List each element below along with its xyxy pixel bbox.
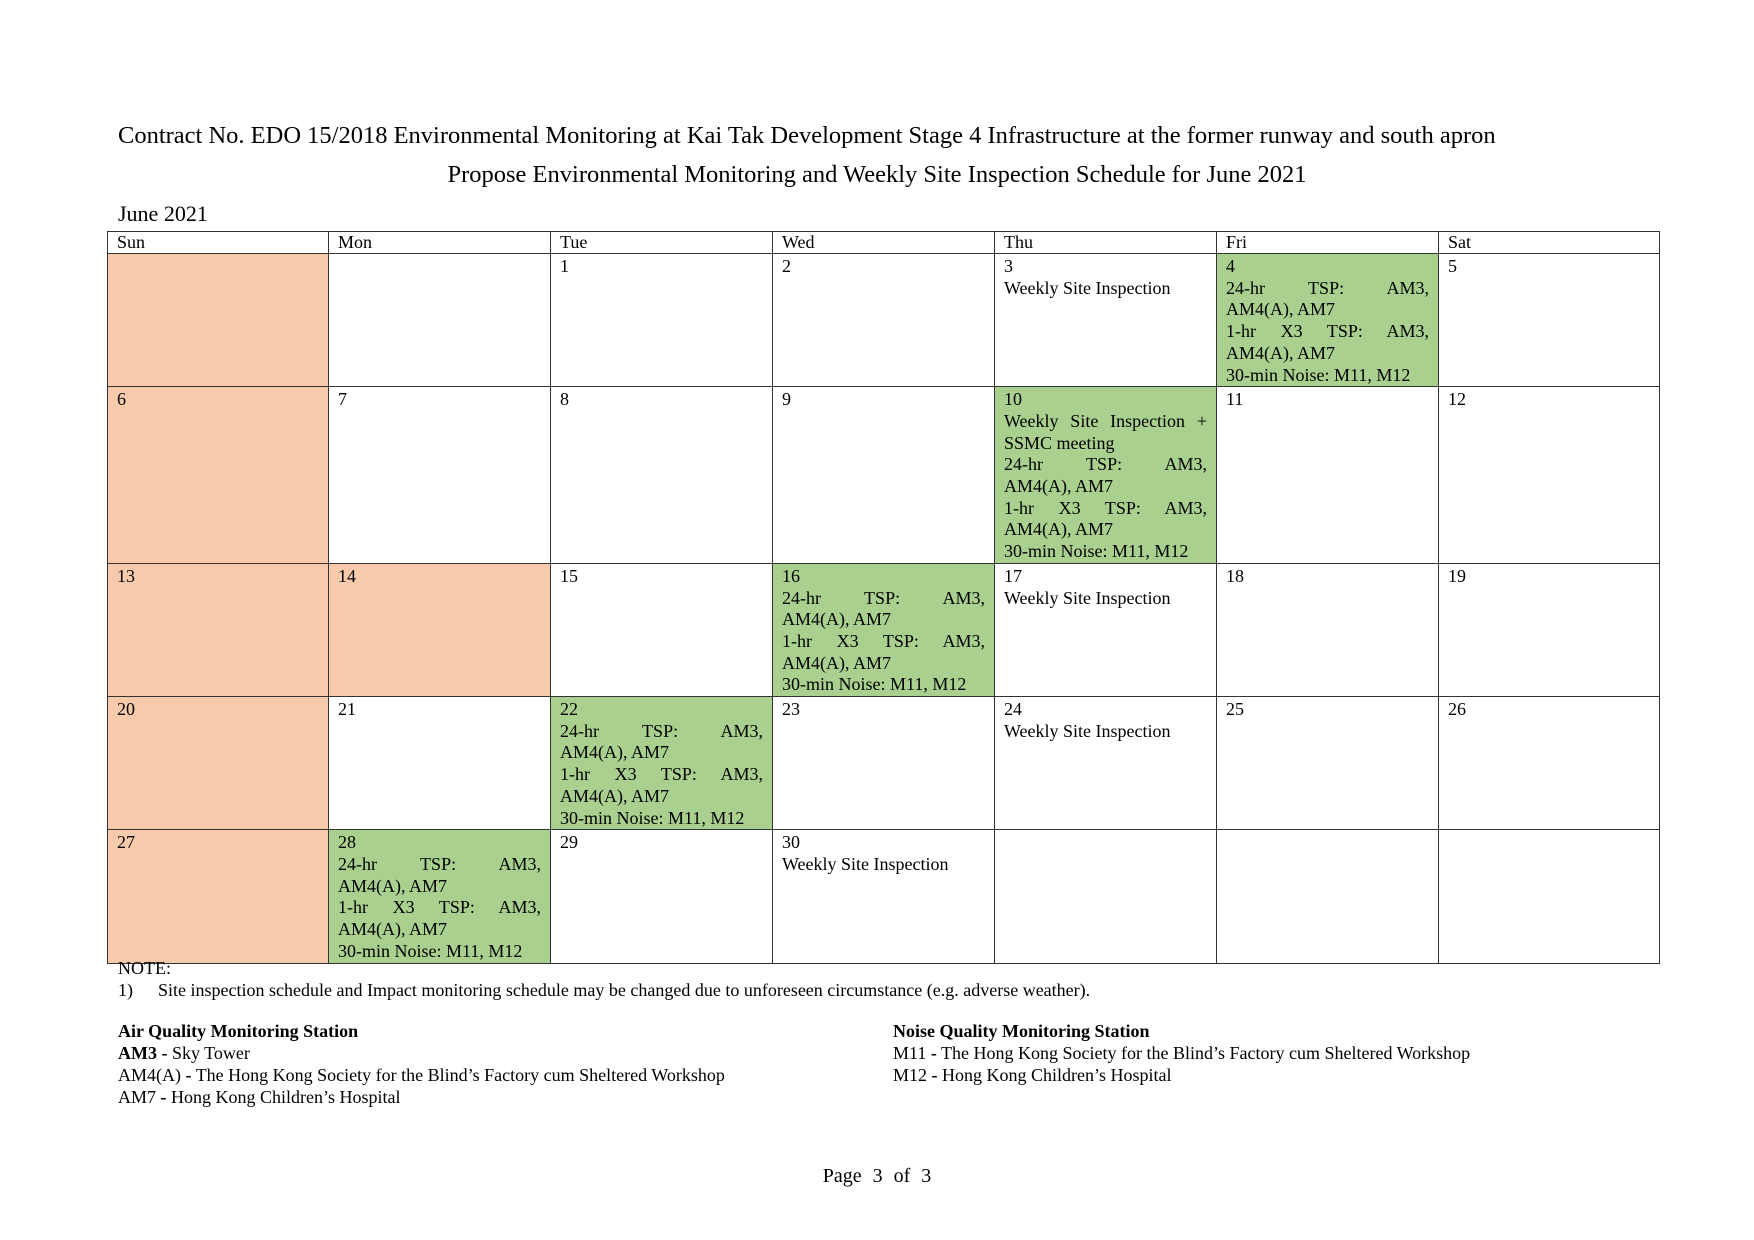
schedule-event: Weekly Site Inspection [1004, 720, 1171, 741]
legend-item: AM3 - Sky Tower [118, 1043, 250, 1063]
day-number: 4 [1226, 256, 1235, 276]
air-quality-legend [118, 1020, 725, 1108]
schedule-event: Weekly Site Inspection + [1004, 410, 1207, 431]
calendar-week-row [108, 254, 1660, 387]
air-legend-heading: Air Quality Monitoring Station [118, 1021, 359, 1041]
day-number: 13 [117, 565, 135, 586]
calendar-day-cell [995, 563, 1217, 696]
day-number: 11 [1226, 389, 1244, 410]
calendar-day-cell [995, 254, 1217, 387]
calendar-day-cell [551, 254, 773, 387]
schedule-event: AM4(A), AM7 [782, 652, 892, 673]
day-number: 30 [782, 832, 800, 853]
schedule-event: 24-hr TSP: AM3, [1226, 277, 1429, 298]
day-number: 1 [560, 256, 569, 276]
day-number: 3 [1004, 256, 1013, 276]
calendar-day-cell [1439, 830, 1660, 963]
schedule-event: 30-min Noise: M11, M12 [1226, 364, 1411, 385]
document-subtitle: Propose Environmental Monitoring and Weekly Site Inspection Schedule for June 2021 [447, 161, 1307, 188]
day-number: 22 [560, 699, 578, 720]
station-code: M12 [893, 1065, 928, 1085]
calendar-day-cell [773, 563, 995, 696]
schedule-event: 24-hr TSP: AM3, [560, 720, 763, 741]
day-number: 6 [117, 389, 126, 410]
calendar-day-cell [1217, 830, 1439, 963]
weekday-header: Sun [108, 232, 329, 254]
month-label: June 2021 [118, 201, 208, 226]
day-number: 26 [1448, 699, 1466, 720]
legend-item: M11 - The Hong Kong Society for the Blind’s Factory cum Sheltered Workshop [893, 1043, 1471, 1063]
calendar-day-cell [995, 697, 1217, 830]
calendar-day-cell [1217, 254, 1439, 387]
schedule-event: Weekly Site Inspection [1004, 587, 1171, 608]
note-text: Site inspection schedule and Impact monitoring schedule may be changed due to unforeseen circumstance (e.g. adverse weather). [158, 980, 1091, 1000]
weekday-header-row [108, 232, 1660, 254]
schedule-event: 1-hr X3 TSP: AM3, [782, 630, 985, 651]
weekday-header: Thu [995, 232, 1217, 254]
schedule-event: Weekly Site Inspection [1004, 277, 1171, 298]
calendar-day-cell [329, 697, 551, 830]
day-number: 16 [782, 565, 800, 586]
schedule-event: 1-hr X3 TSP: AM3, [1226, 321, 1429, 342]
schedule-event: AM4(A), AM7 [338, 875, 448, 896]
noise-quality-legend [893, 1020, 1470, 1086]
calendar-day-cell [108, 563, 329, 696]
day-number: 14 [338, 565, 356, 586]
schedule-event: SSMC meeting [1004, 432, 1115, 453]
calendar-week-row [108, 830, 1660, 963]
calendar-day-cell [329, 830, 551, 963]
calendar-day-cell [551, 563, 773, 696]
weekday-header: Fri [1217, 232, 1439, 254]
schedule-event: AM4(A), AM7 [1226, 299, 1336, 320]
document-title: Contract No. EDO 15/2018 Environmental Monitoring at Kai Tak Development Stage 4 Infrastructure at the former runway and south apron [118, 122, 1496, 149]
day-number: 7 [338, 389, 347, 410]
day-number: 28 [338, 832, 356, 853]
schedule-event: 30-min Noise: M11, M12 [560, 807, 745, 828]
calendar-day-cell [1217, 563, 1439, 696]
noise-legend-heading: Noise Quality Monitoring Station [893, 1021, 1150, 1041]
station-desc: The Hong Kong Society for the Blind’s Factory cum Sheltered Workshop [941, 1043, 1471, 1063]
legend-item: M12 - Hong Kong Children’s Hospital [893, 1065, 1172, 1085]
notes-heading: NOTE: [118, 958, 171, 978]
schedule-event: AM4(A), AM7 [560, 785, 670, 806]
weekday-header: Mon [329, 232, 551, 254]
calendar-day-cell [1439, 697, 1660, 830]
calendar-day-cell [1439, 563, 1660, 696]
calendar-day-cell [108, 830, 329, 963]
calendar-day-cell [1439, 254, 1660, 387]
schedule-event: AM4(A), AM7 [1226, 342, 1336, 363]
page-footer: Page 3 of 3 [822, 1165, 932, 1187]
calendar-day-cell [773, 697, 995, 830]
day-number: 18 [1226, 565, 1244, 586]
calendar-day-cell [1217, 697, 1439, 830]
calendar-table [107, 231, 1660, 964]
schedule-event: 30-min Noise: M11, M12 [782, 674, 967, 695]
day-number: 29 [560, 832, 578, 853]
day-number: 2 [782, 256, 791, 276]
calendar-day-cell [108, 697, 329, 830]
calendar-day-cell [329, 387, 551, 564]
schedule-event: 1-hr X3 TSP: AM3, [338, 897, 541, 918]
weekday-header: Wed [773, 232, 995, 254]
schedule-event: AM4(A), AM7 [782, 609, 892, 630]
calendar-day-cell [773, 387, 995, 564]
station-code: AM7 [118, 1087, 157, 1107]
schedule-event: 24-hr TSP: AM3, [338, 853, 541, 874]
schedule-event: 24-hr TSP: AM3, [1004, 454, 1207, 475]
station-desc: The Hong Kong Society for the Blind’s Factory cum Sheltered Workshop [195, 1065, 725, 1085]
note-item [118, 979, 1090, 1001]
day-number: 9 [782, 389, 791, 410]
day-number: 27 [117, 832, 135, 853]
station-code: AM3 [118, 1043, 157, 1063]
schedule-event: AM4(A), AM7 [338, 919, 448, 940]
station-code: AM4(A) [118, 1065, 181, 1085]
day-number: 25 [1226, 699, 1244, 720]
calendar-day-cell [995, 387, 1217, 564]
calendar-day-cell [551, 697, 773, 830]
weekday-header: Tue [551, 232, 773, 254]
schedule-event: AM4(A), AM7 [1004, 476, 1114, 497]
day-number: 5 [1448, 256, 1457, 276]
notes-section [118, 957, 1090, 1001]
schedule-event: AM4(A), AM7 [1004, 519, 1114, 540]
day-number: 21 [338, 699, 356, 720]
calendar-day-cell [995, 830, 1217, 963]
day-number: 12 [1448, 389, 1466, 410]
schedule-event: 30-min Noise: M11, M12 [1004, 541, 1189, 562]
day-number: 17 [1004, 565, 1022, 586]
schedule-event: 1-hr X3 TSP: AM3, [560, 764, 763, 785]
calendar-day-cell [551, 387, 773, 564]
schedule-event: 1-hr X3 TSP: AM3, [1004, 497, 1207, 518]
calendar-week-row [108, 697, 1660, 830]
weekday-header: Sat [1439, 232, 1660, 254]
schedule-event: Weekly Site Inspection [782, 853, 949, 874]
calendar-week-row [108, 563, 1660, 696]
calendar-day-cell [329, 254, 551, 387]
day-number: 15 [560, 565, 578, 586]
calendar-day-cell [551, 830, 773, 963]
schedule-event: 30-min Noise: M11, M12 [338, 940, 523, 961]
calendar-day-cell [108, 387, 329, 564]
calendar-day-cell [108, 254, 329, 387]
day-number: 10 [1004, 389, 1022, 410]
calendar-week-row [108, 387, 1660, 564]
schedule-event: AM4(A), AM7 [560, 742, 670, 763]
note-number: 1) [118, 980, 133, 1000]
day-number: 19 [1448, 565, 1466, 586]
day-number: 8 [560, 389, 569, 410]
station-desc: Hong Kong Children’s Hospital [171, 1087, 401, 1107]
calendar-day-cell [773, 254, 995, 387]
legend-item: AM4(A) - The Hong Kong Society for the Blind’s Factory cum Sheltered Workshop [118, 1065, 725, 1085]
day-number: 24 [1004, 699, 1022, 720]
legend-item: AM7 - Hong Kong Children’s Hospital [118, 1087, 401, 1107]
station-desc: Hong Kong Children’s Hospital [942, 1065, 1172, 1085]
calendar-day-cell [1217, 387, 1439, 564]
calendar-day-cell [773, 830, 995, 963]
station-code: M11 [893, 1043, 927, 1063]
station-desc: Sky Tower [172, 1043, 250, 1063]
day-number: 23 [782, 699, 800, 720]
day-number: 20 [117, 699, 135, 720]
schedule-event: 24-hr TSP: AM3, [782, 587, 985, 608]
calendar-day-cell [329, 563, 551, 696]
calendar-day-cell [1439, 387, 1660, 564]
